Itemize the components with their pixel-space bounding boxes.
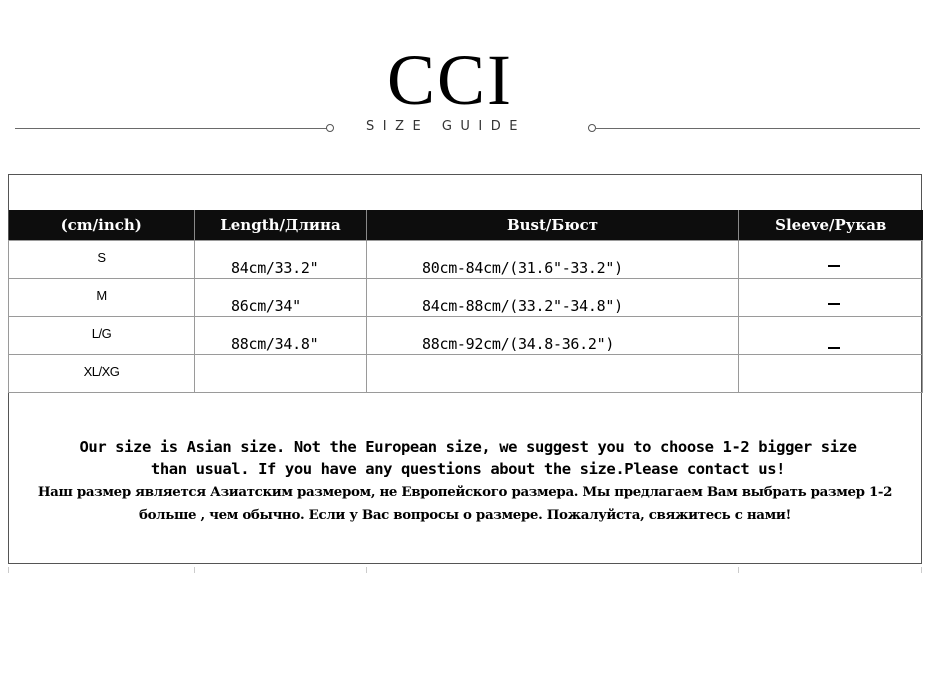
note-english (18, 436, 918, 480)
size-label: S (97, 250, 106, 265)
note-russian (8, 481, 922, 527)
column-header-sleeve: Sleeve/Рукав (739, 210, 923, 241)
column-header-length: Length/Длина (195, 210, 367, 241)
brand-logo: CCI (386, 40, 514, 120)
bottom-tick (194, 567, 195, 573)
bust-cell (367, 279, 739, 317)
sleeve-value-dash (828, 303, 840, 305)
length-value: 88cm/34.8" (231, 335, 319, 353)
bottom-tick (738, 567, 739, 573)
size-guide-divider (0, 116, 930, 142)
bust-value: 84cm-88cm/(33.2"-34.8") (422, 297, 623, 315)
bottom-tick (8, 567, 9, 573)
sleeve-value-dash (828, 265, 840, 267)
sleeve-cell (739, 241, 923, 279)
column-header-bust: Bust/Бюст (367, 210, 739, 241)
bust-cell (367, 355, 739, 393)
length-value: 86cm/34" (231, 297, 301, 315)
bottom-tick (366, 567, 367, 573)
bust-value: 80cm-84cm/(31.6"-33.2") (422, 259, 623, 277)
size-label: XL/XG (83, 364, 120, 379)
size-cell (9, 279, 195, 317)
table-row (9, 279, 923, 317)
column-header-unit: (cm/inch) (9, 210, 195, 241)
divider-line-left (15, 128, 327, 129)
table-header-row (9, 210, 923, 241)
divider-dot-right (588, 124, 596, 132)
size-guide-title: SIZE GUIDE (366, 119, 526, 134)
length-cell (195, 241, 367, 279)
note-english-line: Our size is Asian size. Not the European size, we suggest you to choose 1-2 bigger size (79, 438, 857, 456)
sleeve-cell (739, 355, 923, 393)
table-row (9, 317, 923, 355)
divider-dot-left (326, 124, 334, 132)
bust-cell (367, 317, 739, 355)
sleeve-cell (739, 279, 923, 317)
table-row (9, 355, 923, 393)
length-cell (195, 317, 367, 355)
size-label: L/G (91, 326, 112, 341)
length-value: 84cm/33.2" (231, 259, 319, 277)
bottom-tick (921, 567, 922, 573)
bust-value: 88cm-92cm/(34.8-36.2") (422, 335, 615, 353)
size-cell (9, 355, 195, 393)
note-russian-line: больше , чем обычно. Если у Вас вопросы о размере. Пожалуйста, свяжитесь с нами! (138, 507, 792, 523)
length-cell (195, 279, 367, 317)
sleeve-value-dash (828, 347, 840, 349)
note-russian-line: Наш размер является Азиатским размером, не Европейского размера. Мы предлагаем Вам выбрать размер 1-2 (37, 484, 893, 500)
bust-cell (367, 241, 739, 279)
sleeve-cell (739, 317, 923, 355)
size-cell (9, 317, 195, 355)
note-english-line: than usual. If you have any questions about the size.Please contact us! (150, 460, 786, 478)
table-row (9, 241, 923, 279)
size-cell (9, 241, 195, 279)
size-label: M (96, 288, 107, 303)
length-cell (195, 355, 367, 393)
divider-line-right (596, 128, 920, 129)
size-table (8, 210, 923, 393)
